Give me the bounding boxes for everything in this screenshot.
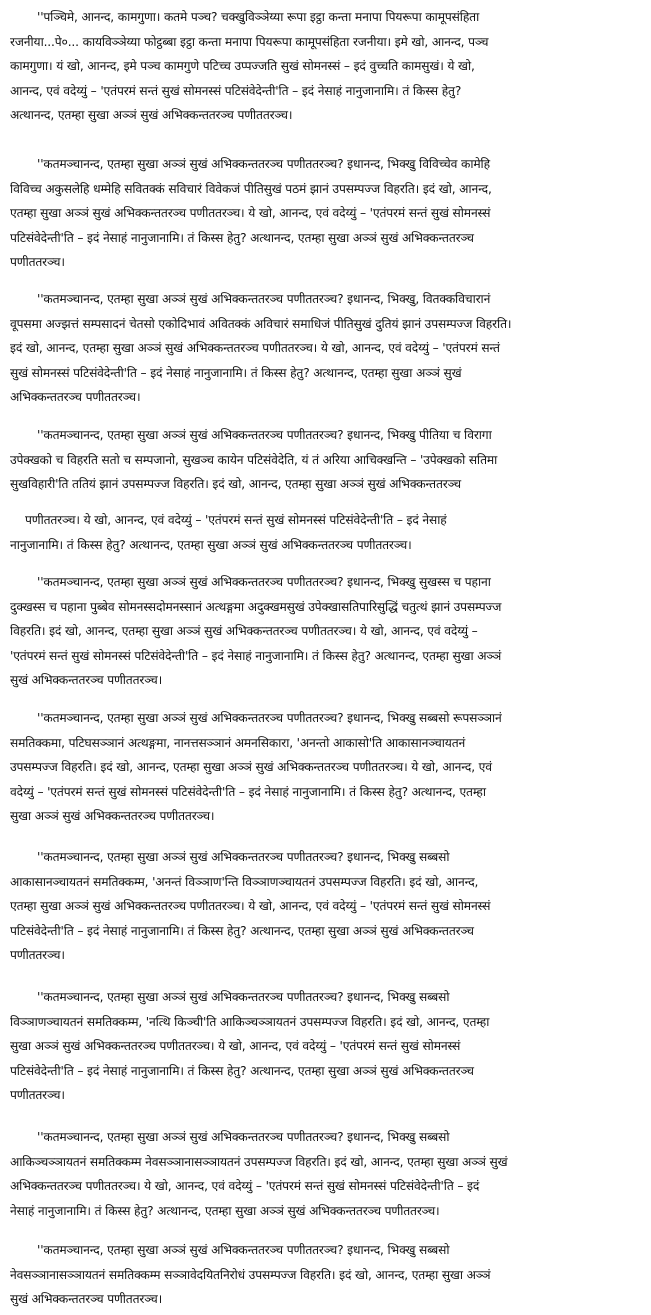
paragraph-nothingness [10,985,644,1108]
text-line: सुखविहारी'ति ततियं झानं उपसम्पज्ज विहरति। इदं खो, आनन्द, एतम्हा सुखा अञ्ञं सुखं अभिक्कन्ततरञ्च [10,477,461,492]
text-line: सुखं सोमनस्सं पटिसंवेदेन्ती'ति – इदं नेसाहं नानुजानामि। तं किस्स हेतु? अत्थानन्द, एतम्हा सुखा अञ्ञं सुखं [10,365,462,380]
text-line: विञ्ञाणञ्चायतनं समतिक्कम्म, 'नत्थि किञ्ची'ति आकिञ्चञ्ञायतनं उपसम्पज्ज विहरति। इदं खो, आनन्द, एतम्हा [10,1014,490,1029]
text-line: विविच्च अकुसलेहि धम्मेहि सवितक्कं सविचारं विवेकजं पीतिसुखं पठमं झानं उपसम्पज्ज विहरति। इदं खो, आनन्द, [10,181,492,196]
text-line: इदं खो, आनन्द, एतम्हा सुखा अञ्ञं सुखं अभिक्कन्ततरञ्च पणीततरञ्च। ये खो, आनन्द, एवं वदेय्युं – 'एतंपरमं सन्तं [10,341,500,356]
text-line: ''कतमञ्चानन्द, एतम्हा सुखा अञ्ञं सुखं अभिक्कन्ततरञ्च पणीततरञ्च? इधानन्द, भिक्खु सब्बसो [37,1243,450,1257]
text-line: सुखा अञ्ञं सुखं अभिक्कन्ततरञ्च पणीततरञ्च। [10,809,215,824]
text-line: सुखं अभिक्कन्ततरञ्च पणीततरञ्च। [10,1292,163,1307]
text-line: दुक्खस्स च पहाना पुब्बेव सोमनस्सदोमनस्सानं अत्थङ्गमा अदुक्खमसुखं उपेक्खासतिपारिसुद्धिं चतुत्थं झानं उपसम्पज्ज [10,599,502,614]
text-line: पणीततरञ्च। [10,948,65,963]
paragraph-first-jhana [10,152,644,275]
paragraph-third-jhana-continued [10,508,644,557]
paragraph-kamaguna [10,5,644,128]
text-line: रजनीया...पे०... कायविञ्ञेय्या फोट्ठब्बा इट्ठा कन्ता मनापा पियरूपा कामूपसंहिता रजनीया। इमे खो, आनन्द, पञ्च [10,34,489,49]
text-line: पटिसंवेदेन्ती'ति – इदं नेसाहं नानुजानामि। तं किस्स हेतु? अत्थानन्द, एतम्हा सुखा अञ्ञं सुखं अभिक्कन्ततरञ्च [10,230,474,245]
text-line: पणीततरञ्च। ये खो, आनन्द, एवं वदेय्युं – 'एतंपरमं सन्तं सुखं सोमनस्सं पटिसंवेदेन्ती'ति – इदं नेसाहं [25,513,447,527]
text-line: ''कतमञ्चानन्द, एतम्हा सुखा अञ्ञं सुखं अभिक्कन्ततरञ्च पणीततरञ्च? इधानन्द, भिक्खु, वितक्कविचारानं [37,292,491,306]
text-line: ''पञ्चिमे, आनन्द, कामगुणा। कतमे पञ्च? चक्खुविञ्ञेय्या रूपा इट्ठा कन्ता मनापा पियरूपा कामूपसंहिता [37,10,480,24]
text-line: एतम्हा सुखा अञ्ञं सुखं अभिक्कन्ततरञ्च पणीततरञ्च। ये खो, आनन्द, एवं वदेय्युं – 'एतंपरमं सन्तं सुखं सोमनस्सं [10,899,491,914]
text-line: वदेय्युं – 'एतंपरमं सन्तं सुखं सोमनस्सं पटिसंवेदेन्ती'ति – इदं नेसाहं नानुजानामि। तं किस्स हेतु? अत्थानन्द, एतम्हा [10,784,486,799]
text-line: ''कतमञ्चानन्द, एतम्हा सुखा अञ्ञं सुखं अभिक्कन्ततरञ्च पणीततरञ्च? इधानन्द, भिक्खु सब्बसो [37,990,450,1004]
paragraph-fourth-jhana [10,570,644,693]
paragraph-infinite-space [10,706,644,829]
text-line: अत्थानन्द, एतम्हा सुखा अञ्ञं सुखं अभिक्कन्ततरञ्च पणीततरञ्च। [10,108,293,123]
text-line: 'एतंपरमं सन्तं सुखं सोमनस्सं पटिसंवेदेन्ती'ति – इदं नेसाहं नानुजानामि। तं किस्स हेतु? अत्थानन्द, एतम्हा सुखा अञ्ञं [10,648,502,663]
text-line: उपसम्पज्ज विहरति। इदं खो, आनन्द, एतम्हा सुखा अञ्ञं सुखं अभिक्कन्ततरञ्च पणीततरञ्च। ये खो, आनन्द, एवं [10,760,492,775]
text-line: ''कतमञ्चानन्द, एतम्हा सुखा अञ्ञं सुखं अभिक्कन्ततरञ्च पणीततरञ्च? इधानन्द, भिक्खु विविच्चेव कामेहि [37,157,490,171]
text-line: अभिक्कन्ततरञ्च पणीततरञ्च। [10,390,141,405]
text-line: आकासानञ्चायतनं समतिक्कम्म, 'अनन्तं विञ्ञाण'न्ति विञ्ञाणञ्चायतनं उपसम्पज्ज विहरति। इदं खो, आनन्द, [10,874,479,889]
text-line: पणीततरञ्च। [10,255,65,270]
paragraph-third-jhana [10,423,644,497]
text-line: वूपसमा अज्झत्तं सम्पसादनं चेतसो एकोदिभावं अवितक्कं अविचारं समाधिजं पीतिसुखं दुतियं झानं उपसम्पज्ज विहरति। [10,316,512,331]
text-line: विहरति। इदं खो, आनन्द, एतम्हा सुखा अञ्ञं सुखं अभिक्कन्ततरञ्च पणीततरञ्च। ये खो, आनन्द, एवं वदेय्युं – [10,624,478,639]
text-line: पटिसंवेदेन्ती'ति – इदं नेसाहं नानुजानामि। तं किस्स हेतु? अत्थानन्द, एतम्हा सुखा अञ्ञं सुखं अभिक्कन्ततरञ्च [10,1063,474,1078]
paragraph-second-jhana [10,287,644,410]
text-line: आनन्द, एवं वदेय्युं – 'एतंपरमं सन्तं सुखं सोमनस्सं पटिसंवेदेन्ती'ति – इदं नेसाहं नानुजानामि। तं किस्स हेतु? [10,83,462,98]
text-line: अभिक्कन्ततरञ्च पणीततरञ्च। ये खो, आनन्द, एवं वदेय्युं – 'एतंपरमं सन्तं सुखं सोमनस्सं पटिसंवेदेन्ती'ति – इदं [10,1179,480,1194]
text-line: ''कतमञ्चानन्द, एतम्हा सुखा अञ्ञं सुखं अभिक्कन्ततरञ्च पणीततरञ्च? इधानन्द, भिक्खु पीतिया च विरागा [37,428,492,442]
text-line: ''कतमञ्चानन्द, एतम्हा सुखा अञ्ञं सुखं अभिक्कन्ततरञ्च पणीततरञ्च? इधानन्द, भिक्खु सब्बसो रूपसञ्ञानं [37,711,502,725]
text-line: पणीततरञ्च। [10,1088,65,1103]
text-line: ''कतमञ्चानन्द, एतम्हा सुखा अञ्ञं सुखं अभिक्कन्ततरञ्च पणीततरञ्च? इधानन्द, भिक्खु सब्बसो [37,850,450,864]
text-line: उपेक्खको च विहरति सतो च सम्पजानो, सुखञ्च कायेन पटिसंवेदेति, यं तं अरिया आचिक्खन्ति – 'उपेक्खको सतिमा [10,452,498,467]
text-line: कामगुणा। यं खो, आनन्द, इमे पञ्च कामगुणे पटिच्च उप्पज्जति सुखं सोमनस्सं – इदं वुच्चति कामसुखं। ये खो, [10,59,475,74]
text-line: आकिञ्चञ्ञायतनं समतिक्कम्म नेवसञ्ञानासञ्ञायतनं उपसम्पज्ज विहरति। इदं खो, आनन्द, एतम्हा सुखा अञ्ञं सुखं [10,1154,508,1169]
text-line: समतिक्कमा, पटिघसञ्ञानं अत्थङ्गमा, नानत्तसञ्ञानं अमनसिकारा, 'अनन्तो आकासो'ति आकासानञ्चायतनं [10,735,466,750]
text-line: पटिसंवेदेन्ती'ति – इदं नेसाहं नानुजानामि। तं किस्स हेतु? अत्थानन्द, एतम्हा सुखा अञ्ञं सुखं अभिक्कन्ततरञ्च [10,923,474,938]
text-line: नेवसञ्ञानासञ्ञायतनं समतिक्कम्म सञ्ञावेदयितनिरोधं उपसम्पज्ज विहरति। इदं खो, आनन्द, एतम्हा सुखा अञ्ञं [10,1267,491,1282]
text-line: एतम्हा सुखा अञ्ञं सुखं अभिक्कन्ततरञ्च पणीततरञ्च। ये खो, आनन्द, एवं वदेय्युं – 'एतंपरमं सन्तं सुखं सोमनस्सं [10,206,491,221]
text-line: सुखा अञ्ञं सुखं अभिक्कन्ततरञ्च पणीततरञ्च। ये खो, आनन्द, एवं वदेय्युं – 'एतंपरमं सन्तं सुखं सोमनस्सं [10,1039,461,1054]
paragraph-cessation [10,1238,644,1312]
text-line: सुखं अभिक्कन्ततरञ्च पणीततरञ्च। [10,673,163,688]
text-line: नानुजानामि। तं किस्स हेतु? अत्थानन्द, एतम्हा सुखा अञ्ञं सुखं अभिक्कन्ततरञ्च पणीततरञ्च। [10,537,412,552]
paragraph-infinite-consciousness [10,845,644,968]
text-line: ''कतमञ्चानन्द, एतम्हा सुखा अञ्ञं सुखं अभिक्कन्ततरञ्च पणीततरञ्च? इधानन्द, भिक्खु सब्बसो [37,1130,450,1144]
text-line: नेसाहं नानुजानामि। तं किस्स हेतु? अत्थानन्द, एतम्हा सुखा अञ्ञं सुखं अभिक्कन्ततरञ्च पणीततरञ्च। [10,1203,440,1218]
paragraph-neither-perception [10,1125,644,1223]
text-line: ''कतमञ्चानन्द, एतम्हा सुखा अञ्ञं सुखं अभिक्कन्ततरञ्च पणीततरञ्च? इधानन्द, भिक्खु सुखस्स च पहाना [37,575,491,589]
